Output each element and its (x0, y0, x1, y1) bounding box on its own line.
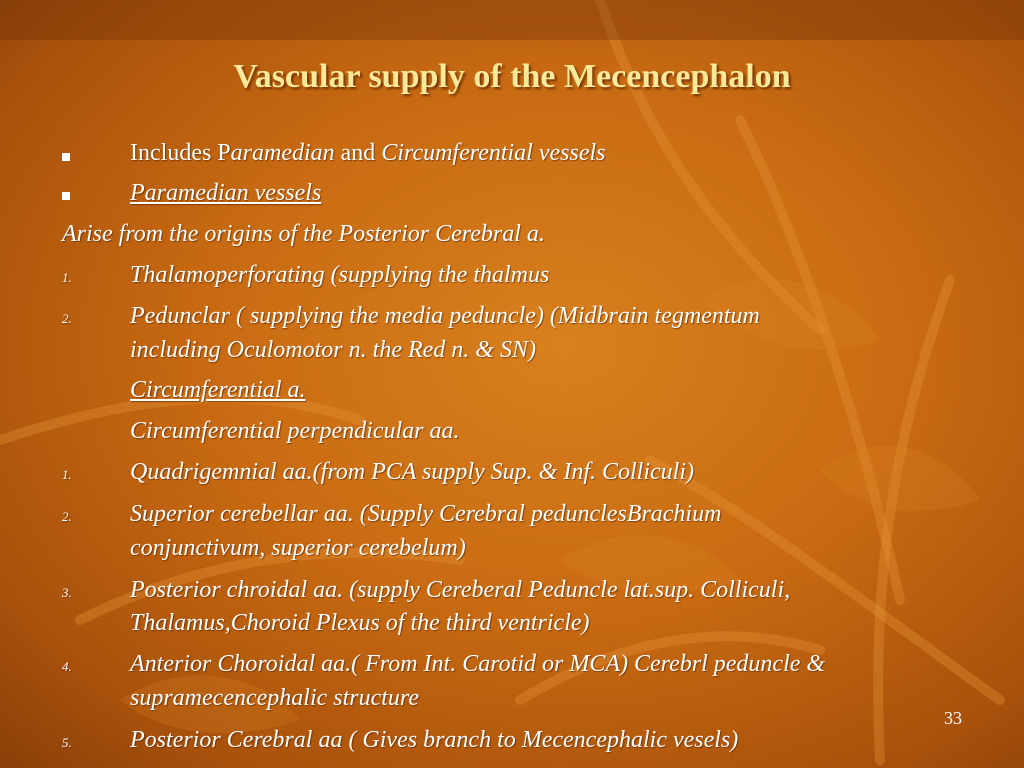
text-line (130, 136, 606, 170)
list-item: Pedunclar ( supplying the media peduncle) (Midbrain tegmentum (130, 303, 760, 329)
list-item: Quadrigemnial aa.(from PCA supply Sup. & Inf. Colliculi) (130, 459, 694, 485)
list-item: Posterior Cerebral aa ( Gives branch to Mecencephalic vesels) (130, 727, 739, 753)
text-line: Circumferential perpendicular aa. (130, 418, 460, 444)
list-item: Posterior chroidal aa. (supply Cereberal Peduncle lat.sup. Colliculi, (130, 577, 791, 603)
list-item: Superior cerebellar aa. (Supply Cerebral pedunclesBrachium (130, 501, 722, 527)
list-number: 3. (62, 585, 72, 600)
list-number: 1. (62, 270, 72, 285)
slide-title: Vascular supply of the Mecencephalon (233, 58, 791, 95)
list-number: 2. (62, 311, 72, 326)
bullet-icon (62, 153, 70, 161)
list-item-continuation: including Oculomotor n. the Red n. & SN) (130, 337, 536, 363)
list-item-continuation: conjunctivum, superior cerebelum) (130, 535, 466, 561)
list-number: 5. (62, 735, 72, 750)
circumferential-heading: Circumferential a. (130, 377, 306, 403)
text-line: Arise from the origins of the Posterior Cerebral a. (62, 221, 545, 247)
text-segment: aramedian (230, 140, 335, 166)
paramedian-heading: Paramedian vessels (130, 180, 322, 206)
list-item: Thalamoperforating (supplying the thalmus (130, 262, 550, 288)
text-segment: and (334, 140, 382, 166)
page-number: 33 (944, 708, 962, 728)
list-item-continuation: Thalamus,Choroid Plexus of the third ventricle) (130, 610, 590, 636)
list-item: Anterior Choroidal aa.( From Int. Carotid or MCA) Cerebrl peduncle & (130, 651, 826, 677)
bullet-icon (62, 192, 70, 200)
list-number: 4. (62, 659, 72, 674)
text-segment: Circumferential vessels (381, 140, 606, 166)
list-item-continuation: supramecencephalic structure (130, 685, 420, 711)
list-number: 1. (62, 467, 72, 482)
list-number: 2. (62, 509, 72, 524)
text-segment: Includes P (130, 140, 231, 166)
